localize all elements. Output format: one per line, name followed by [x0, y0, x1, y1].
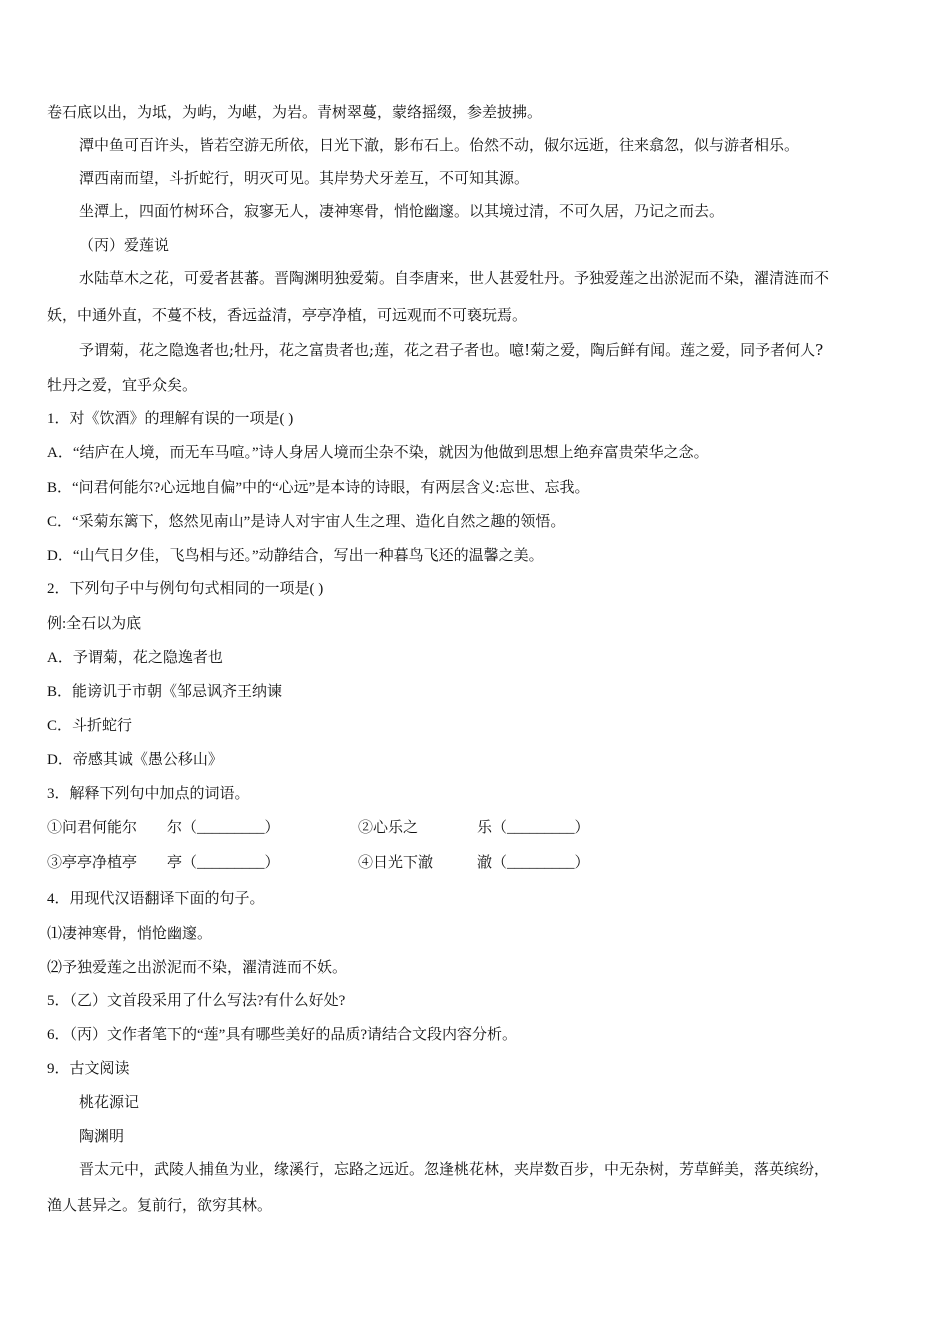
- q2-example: 例:全石以为底: [47, 616, 142, 632]
- q4-sentence-2: ⑵予独爱莲之出淤泥而不染，濯清涟而不妖。: [47, 960, 348, 976]
- q3-stem: 3．解释下列句中加点的词语。: [47, 786, 250, 802]
- passage-jia-line-4: 坐潭上，四面竹树环合，寂寥无人，凄神寒骨，悄怆幽邃。以其境过清，不可久居，乃记之而去。: [79, 202, 725, 220]
- q4-stem: 4．用现代汉语翻译下面的句子。: [47, 891, 265, 907]
- q2-option-b: B．能谤讥于市朝《邹忌讽齐王纳谏: [47, 684, 283, 700]
- q3-row-2: [0, 853, 950, 875]
- q6-stem: 6．（丙）文作者笔下的“莲”具有哪些美好的品质?请结合文段内容分析。: [47, 1027, 517, 1043]
- q1-option-b: B．“问君何能尔?心远地自偏”中的“心远”是本诗的诗眼，有两层含义:忘世、忘我。: [47, 480, 590, 496]
- q9-passage-title: 桃花源记: [79, 1093, 140, 1111]
- q4-sentence-1: ⑴凄神寒骨，悄怆幽邃。: [47, 926, 213, 942]
- q9-passage-line-1: 晋太元中，武陵人捕鱼为业，缘溪行，忘路之远近。忽逢桃花林，夹岸数百步，中无杂树，芳草鲜美，落英缤纷，: [79, 1160, 830, 1178]
- q3-blank-3: 亭（_________）: [167, 855, 280, 871]
- passage-bing-p2-line-1: 予谓菊，花之隐逸者也;牡丹，花之富贵者也;莲，花之君子者也。噫!菊之爱，陶后鲜有闻。莲之爱，同予者何人?: [79, 341, 824, 359]
- q2-option-d: D．帝感其诚《愚公移山》: [47, 752, 223, 768]
- q3-item-3: ③亭亭净植亭: [47, 855, 138, 871]
- q5-stem: 5．（乙）文首段采用了什么写法?有什么好处?: [47, 993, 346, 1009]
- q3-blank-1: 尔（_________）: [167, 820, 280, 836]
- q1-option-c: C．“采菊东篱下，悠然见南山”是诗人对宇宙人生之理、造化自然之趣的领悟。: [47, 514, 566, 530]
- q2-option-a: A．予谓菊，花之隐逸者也: [47, 650, 223, 666]
- q2-stem: 2．下列句子中与例句句式相同的一项是( ): [47, 581, 324, 597]
- passage-bing-title: （丙）爱莲说: [79, 236, 170, 254]
- q2-option-c: C．斗折蛇行: [47, 718, 133, 734]
- passage-bing-p1-line-2: 妖，中通外直，不蔓不枝，香远益清，亭亭净植，可远观而不可亵玩焉。: [47, 306, 528, 324]
- q3-item-1: ①问君何能尔: [47, 820, 138, 836]
- q3-blank-2: 乐（_________）: [477, 820, 590, 836]
- q3-row-1: [0, 818, 950, 840]
- q1-option-d: D．“山气日夕佳，飞鸟相与还。”动静结合，写出一种暮鸟飞还的温馨之美。: [47, 548, 544, 564]
- passage-jia-line-3: 潭西南而望，斗折蛇行，明灭可见。其岸势犬牙差互，不可知其源。: [79, 169, 530, 187]
- q9-passage-author: 陶渊明: [79, 1127, 125, 1145]
- passage-jia-line-2: 潭中鱼可百许头，皆若空游无所依，日光下澈，影布石上。佁然不动，俶尔远逝，往来翕忽，似与游者相乐。: [79, 136, 800, 154]
- passage-bing-p1-line-1: 水陆草木之花，可爱者甚蕃。晋陶渊明独爱菊。自李唐来，世人甚爱牡丹。予独爱莲之出淤泥而不染，濯清涟而不: [79, 269, 830, 287]
- q3-blank-4: 澈（_________）: [477, 855, 590, 871]
- passage-bing-p2-line-2: 牡丹之爱，宜乎众矣。: [47, 376, 198, 394]
- q1-stem: 1．对《饮酒》的理解有误的一项是( ): [47, 411, 294, 427]
- q1-option-a: A．“结庐在人境，而无车马喧。”诗人身居人境而尘杂不染，就因为他做到思想上绝弃富贵荣华之念。: [47, 445, 709, 461]
- passage-jia-line-1: 卷石底以出，为坻，为屿，为嵁，为岩。青树翠蔓，蒙络摇缀，参差披拂。: [47, 103, 543, 121]
- q3-item-2: ②心乐之: [358, 820, 419, 836]
- q9-stem: 9．古文阅读: [47, 1061, 130, 1077]
- q3-item-4: ④日光下澈: [358, 855, 434, 871]
- q9-passage-line-2: 渔人甚异之。复前行，欲穷其林。: [47, 1196, 273, 1214]
